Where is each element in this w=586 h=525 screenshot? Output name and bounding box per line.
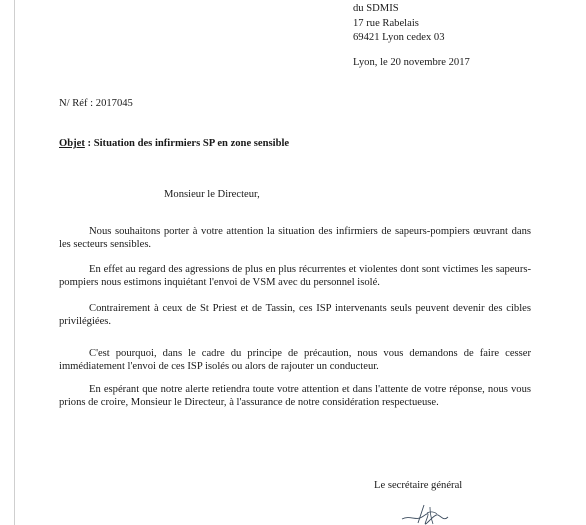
body-paragraph-3 bbox=[59, 302, 531, 328]
paragraph-text: En espérant que notre alerte retiendra toute votre attention et dans l'attente de votre réponse, nous vous prions de croire, Monsieur le Directeur, à l'assurance de notre considération respectueuse. bbox=[59, 384, 531, 408]
paragraph-text: Contrairement à ceux de St Priest et de Tassin, ces ISP intervenants seuls peuvent devenir des cibles privilégiées. bbox=[59, 303, 531, 327]
body-paragraph-5 bbox=[59, 383, 531, 409]
paragraph-text: Nous souhaitons porter à votre attention la situation des infirmiers de sapeurs-pompiers œuvrant dans les secteurs sensibles. bbox=[59, 226, 531, 250]
body-paragraph-2 bbox=[59, 263, 531, 289]
subject-line bbox=[59, 137, 289, 150]
subject-label: Objet bbox=[59, 138, 85, 149]
paragraph-text: C'est pourquoi, dans le cadre du principe de précaution, nous vous demandons de faire cesser immédiatement l'envoi de ces ISP isolés ou alors de rajouter un conducteur. bbox=[59, 348, 531, 372]
subject-text: Situation des infirmiers SP en zone sensible bbox=[93, 138, 290, 149]
body-paragraph-1 bbox=[59, 225, 531, 251]
body-paragraph-4 bbox=[59, 347, 531, 373]
recipient-line-1: du SDMIS bbox=[353, 3, 399, 14]
letter-date: Lyon, le 20 novembre 2017 bbox=[353, 57, 470, 68]
page-left-edge-line bbox=[14, 0, 15, 525]
subject-separator: : bbox=[84, 138, 94, 149]
salutation: Monsieur le Directeur, bbox=[164, 189, 260, 200]
recipient-line-2: 17 rue Rabelais bbox=[353, 17, 419, 29]
paragraph-text: En effet au regard des agressions de plus en plus récurrentes et violentes dont sont victimes les sapeurs-pompiers nous estimons inquiétant l'envoi de VSM avec du personnel isolé. bbox=[59, 264, 531, 288]
recipient-line-3: 69421 Lyon cedex 03 bbox=[353, 32, 445, 43]
handwritten-signature bbox=[400, 499, 450, 525]
signature-title: Le secrétaire général bbox=[374, 480, 463, 491]
reference-number: N/ Réf : 2017045 bbox=[59, 98, 133, 109]
recipient-address bbox=[353, 2, 445, 46]
